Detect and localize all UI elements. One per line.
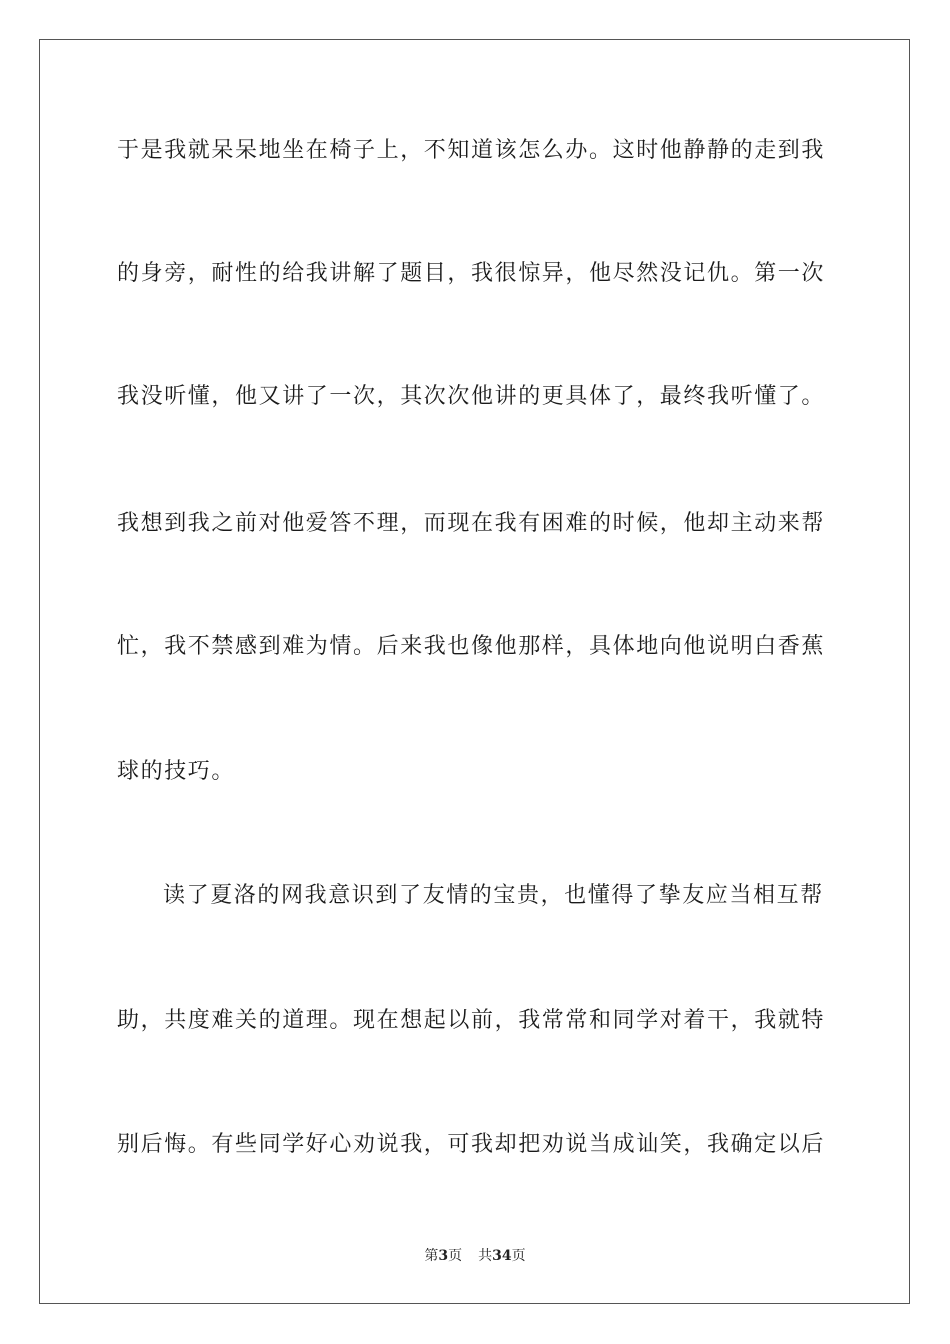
total-suffix: 页 bbox=[511, 1248, 526, 1264]
text-line-2: 的身旁，耐性的给我讲解了题目，我很惊异，他尽然没记仇。第一次 bbox=[117, 261, 826, 286]
page-border bbox=[39, 39, 910, 1304]
page-footer bbox=[0, 1246, 950, 1266]
text-line-8: 助，共度难关的道理。现在想起以前，我常常和同学对着干，我就特 bbox=[117, 1008, 826, 1033]
page-suffix: 页 bbox=[448, 1248, 463, 1264]
text-line-6: 球的技巧。 bbox=[117, 759, 236, 784]
text-line-9: 别后悔。有些同学好心劝说我，可我却把劝说当成讪笑，我确定以后 bbox=[117, 1132, 826, 1157]
page-prefix: 第 bbox=[424, 1248, 439, 1264]
page-total: 34 bbox=[492, 1248, 512, 1264]
text-line-4: 我想到我之前对他爱答不理，而现在我有困难的时候，他却主动来帮 bbox=[117, 511, 826, 536]
total-prefix: 共 bbox=[478, 1248, 493, 1264]
page-current: 3 bbox=[438, 1248, 449, 1264]
text-line-5: 忙，我不禁感到难为情。后来我也像他那样，具体地向他说明白香蕉 bbox=[117, 634, 826, 659]
text-line-1: 于是我就呆呆地坐在椅子上，不知道该怎么办。这时他静静的走到我 bbox=[117, 138, 826, 163]
paragraph-first-line: 读了夏洛的网我意识到了友情的宝贵，也懂得了挚友应当相互帮 bbox=[163, 883, 824, 908]
text-line-3: 我没听懂，他又讲了一次，其次次他讲的更具体了，最终我听懂了。 bbox=[117, 384, 826, 409]
